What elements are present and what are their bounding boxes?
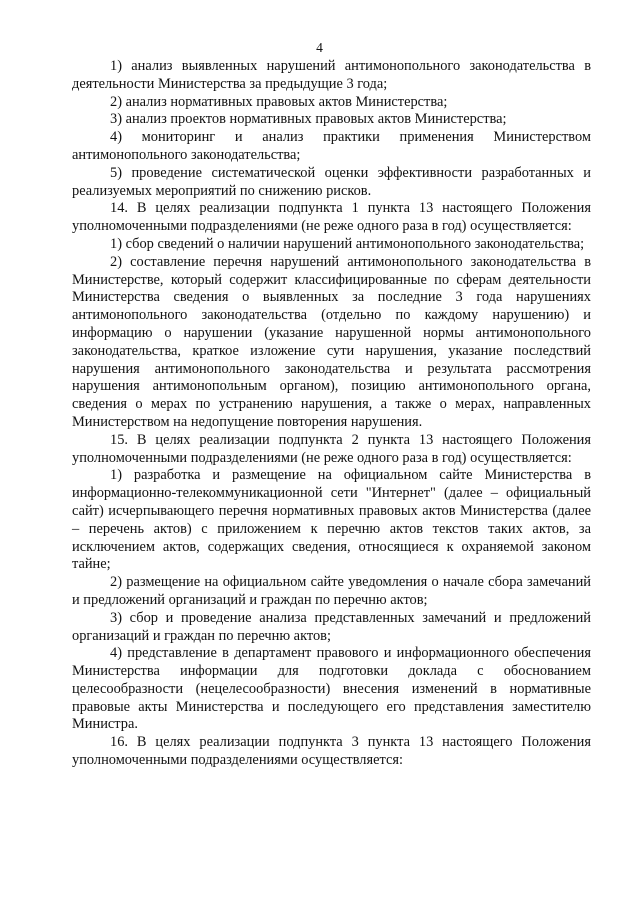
paragraph: 1) разработка и размещение на официальном сайте Министерства в информационно-телекоммуникационной сети "Интернет" (далее – официальный сайт) исчерпывающего перечня нормативных правовых актов Министерства (далее – перечень актов) с приложением к перечню актов текстов таких актов, за исключением актов, содержащих сведения, относящиеся к охраняемой законом тайне; <box>72 467 591 573</box>
document-body <box>72 58 591 770</box>
page-number: 4 <box>316 40 323 55</box>
paragraph: 3) сбор и проведение анализа представленных замечаний и предложений организаций и граждан по перечню актов; <box>72 609 591 644</box>
paragraph: 14. В целях реализации подпункта 1 пункта 13 настоящего Положения уполномоченными подразделениями (не реже одного раза в год) осуществляется: <box>72 200 591 235</box>
paragraph: 4) мониторинг и анализ практики применения Министерством антимонопольного законодательства; <box>72 129 591 163</box>
paragraph: 16. В целях реализации подпункта 3 пункта 13 настоящего Положения уполномоченными подразделениями осуществляется: <box>72 734 591 769</box>
paragraph: 15. В целях реализации подпункта 2 пункта 13 настоящего Положения уполномоченными подразделениями (не реже одного раза в год) осуществляется: <box>72 431 591 466</box>
paragraph: 1) сбор сведений о наличии нарушений антимонопольного законодательства; <box>110 235 585 252</box>
paragraph: 3) анализ проектов нормативных правовых актов Министерства; <box>110 111 507 128</box>
paragraph: 5) проведение систематической оценки эффективности разработанных и реализуемых мероприятий по снижению рисков. <box>72 164 591 199</box>
paragraph: 1) анализ выявленных нарушений антимонопольного законодательства в деятельности Министерства за предыдущие 3 года; <box>72 58 591 92</box>
paragraph: 4) представление в департамент правового и информационного обеспечения Министерства информации для подготовки доклада с обоснованием целесообразности (нецелесообразности) внесения изменений в нормативные правовые акты Министерства и последующего его представления заместителю Министра. <box>72 645 591 733</box>
paragraph: 2) составление перечня нарушений антимонопольного законодательства в Министерстве, который содержит классифицированные по сферам деятельности Министерства сведения о выявленных за последние 3 года нарушениях антимонопольного законодательства (отдельно по каждому нарушению) и информацию о нарушении (указание нарушенной нормы антимонопольного законодательства, краткое изложение сути нарушения, указание последствий нарушения антимонопольного законодательства и результата рассмотрения нарушения антимонопольным органом), позицию антимонопольного органа, сведения о мерах по устранению нарушения, а также о мерах, направленных Министерством на недопущение повторения нарушения. <box>72 253 591 430</box>
paragraph: 2) размещение на официальном сайте уведомления о начале сбора замечаний и предложений организаций и граждан по перечню актов; <box>72 574 591 608</box>
paragraph: 2) анализ нормативных правовых актов Министерства; <box>110 93 448 110</box>
